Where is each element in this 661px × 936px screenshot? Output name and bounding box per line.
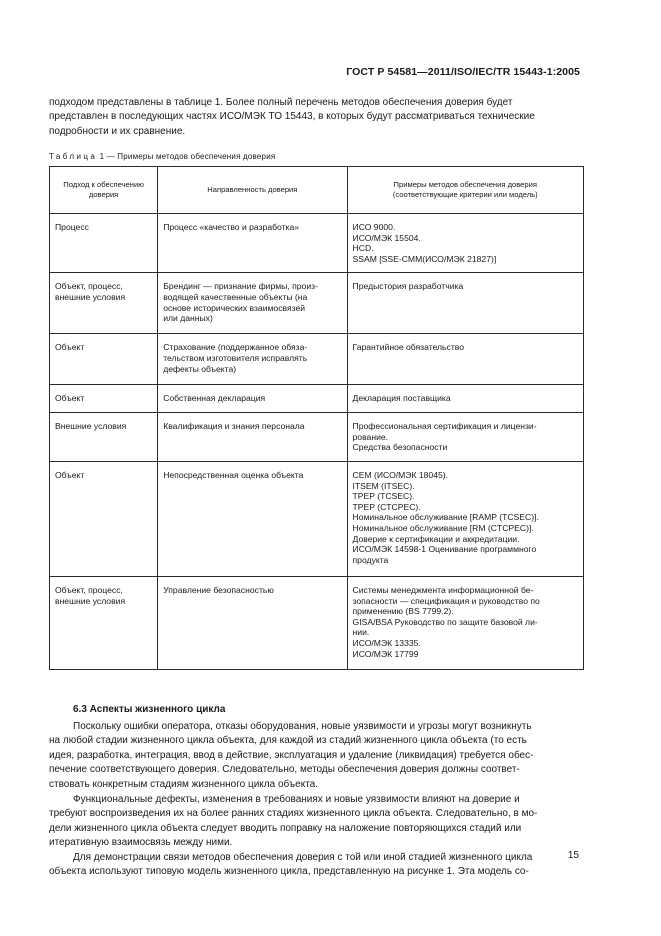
cell-focus: Брендинг — признание фирмы, произ- водящей качественные объекты (на основе исторических взаимосвязей или данных) [158,273,347,334]
cell-approach: Объект [50,385,158,413]
body-line: объекта используют типовую модель жизненного цикла, представленную на рисунке 1. Эта модель со- [49,866,529,878]
cell-approach: Объект, процесс, внешние условия [50,576,158,669]
body-line: Поскольку ошибки оператора, отказы оборудования, новые уязвимости и угрозы могут возникнуть [73,721,532,732]
cell-examples: CEM (ИСО/МЭК 18045). ITSEM (ITSEC). TPEP (TCSEC). TPEP (CTCPEC). Номинальное обслуживание [RAMP (TCSEC)]. Номинальное обслуживание [RM (CTCPEC)]. Доверие к сертификации и аккредитации. ИСО/МЭК 14598-1 Оценивание программного продукта [347,461,583,576]
table-row [50,273,584,334]
table-row [50,385,584,413]
body-line: идея, разработка, интеграция, ввод в действие, эксплуатация и удаление (ликвидация) требуется обес- [49,749,534,761]
header-focus: Направленность доверия [158,167,347,214]
body-line: Функциональные дефекты, изменения в требованиях и новые уязвимости влияют на доверие и [73,794,520,805]
cell-focus: Процесс «качество и разработка» [158,214,347,273]
intro-line: подробности и их сравнение. [49,125,186,137]
cell-approach: Внешние условия [50,412,158,461]
body-line: итеративную взаимосвязь между ними. [49,837,233,849]
body-line: ствовать конкретным стадиям жизненного цикла объекта. [49,778,319,790]
cell-focus: Квалификация и знания персонала [158,412,347,461]
cell-focus: Собственная декларация [158,385,347,413]
cell-approach: Объект [50,461,158,576]
intro-line: подходом представлены в таблице 1. Более полный перечень методов обеспечения доверия будет [49,97,513,108]
table-header-row [50,167,584,214]
table-row [50,214,584,273]
table-caption-text: 1 — Примеры методов обеспечения доверия [99,152,276,161]
document-header: ГОСТ Р 54581—2011/ISO/IEC/TR 15443-1:2005 [346,66,580,78]
cell-examples: Предыстория разработчика [347,273,583,334]
body-line: требуют воспроизведения их на более ранних стадиях жизненного цикла объекта. Следовательно, в мо- [49,808,538,820]
section-title: 6.3 Аспекты жизненного цикла [73,704,226,715]
table-caption [49,152,275,161]
body-paragraph [49,720,583,792]
table-row [50,576,584,669]
table-row [50,461,584,576]
cell-approach: Объект [50,334,158,385]
cell-focus: Страхование (поддержанное обяза- тельством изготовителя исправлять дефекты объекта) [158,334,347,385]
assurance-methods-table [49,166,584,670]
cell-approach: Объект, процесс, внешние условия [50,273,158,334]
header-approach: Подход к обеспечению доверия [50,167,158,214]
intro-line: представлен в последующих частях ИСО/МЭК ТО 15443, в которых будут рассматриваться технические [49,111,535,123]
body-paragraph [49,793,583,851]
page-number: 15 [567,850,579,861]
cell-examples: Декларация поставщика [347,385,583,413]
body-line: дели жизненного цикла объекта следует вводить поправку на наложение повторяющихся стадий или [49,822,522,834]
cell-examples: Гарантийное обязательство [347,334,583,385]
body-paragraph [49,851,583,880]
cell-examples: ИСО 9000. ИСО/МЭК 15504. HCD. SSAM [SSE-CMM(ИСО/МЭК 21827)] [347,214,583,273]
table-row [50,412,584,461]
cell-examples: Профессиональная сертификация и лицензи- рование. Средства безопасности [347,412,583,461]
cell-approach: Процесс [50,214,158,273]
cell-examples: Системы менеджмента информационной бе- зопасности — спецификация и руководство по применению (BS 7799.2). GISA/BSA Руководство по защите базовой ли- нии. ИСО/МЭК 13335. ИСО/МЭК 17799 [347,576,583,669]
intro-paragraph [49,96,583,139]
cell-focus: Управление безопасностью [158,576,347,669]
body-line: Для демонстрации связи методов обеспечения доверия с той или иной стадией жизненного цикла [73,852,533,863]
table-caption-word: Таблица [49,152,98,161]
body-line: на любой стадии жизненного цикла объекта, для каждой из стадий жизненного цикла объекта (то есть [49,735,527,747]
cell-focus: Непосредственная оценка объекта [158,461,347,576]
header-examples: Примеры методов обеспечения доверия (соответствующие критерии или модель) [347,167,583,214]
table-row [50,334,584,385]
body-line: печение соответствующего доверия. Следовательно, методы обеспечения доверия должны соответ- [49,764,520,776]
